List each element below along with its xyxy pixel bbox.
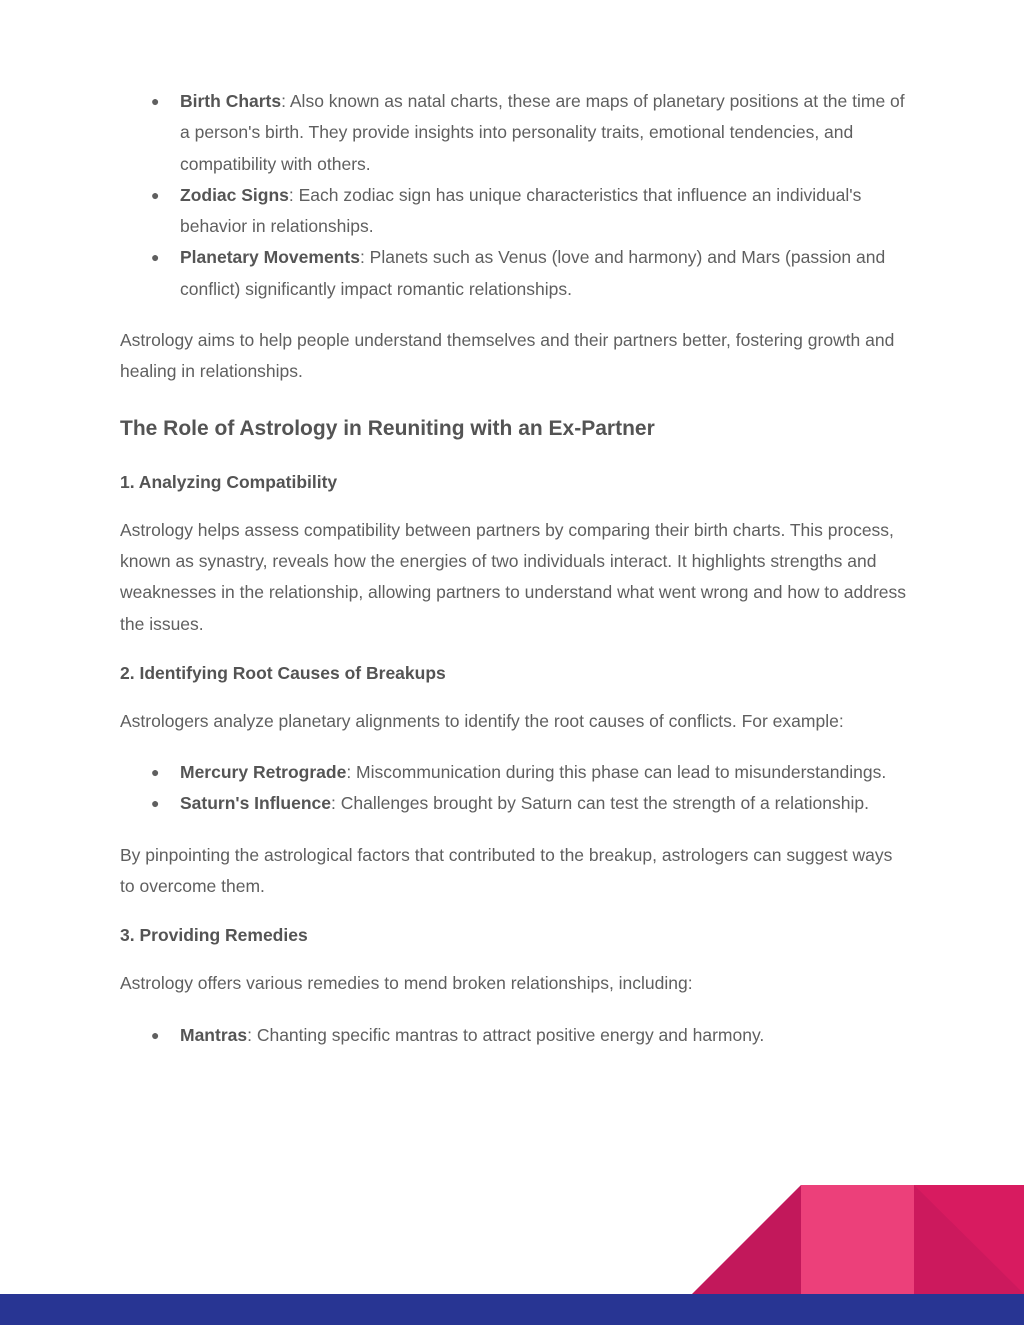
intro-bullet-list xyxy=(120,86,910,305)
root-causes-bullet-list xyxy=(120,757,910,820)
bullet-icon: ● xyxy=(151,186,160,203)
compatibility-paragraph: Astrology helps assess compatibility between partners by comparing their birth charts. This process, known as synastry, reveals how the energies of two individuals interact. It highlights strengths and weaknesses in the relationship, allowing partners to understand what went wrong and how to address the issues. xyxy=(120,519,907,634)
bullet-icon: ● xyxy=(151,764,160,781)
section-heading: The Role of Astrology in Reuniting with an Ex-Partner xyxy=(120,416,655,440)
bullet-icon: ● xyxy=(151,795,160,812)
list-item-term: Mantras xyxy=(180,1024,248,1045)
list-item xyxy=(120,757,910,788)
list-item-term: Zodiac Signs xyxy=(180,184,289,205)
list-item-text: : Miscommunication during this phase can lead to misunderstandings. xyxy=(346,762,887,783)
list-item-term: Planetary Movements xyxy=(180,247,360,268)
list-item-term: Mercury Retrograde xyxy=(180,762,347,783)
list-item xyxy=(120,242,910,305)
bullet-icon: ● xyxy=(151,1026,160,1043)
remedies-paragraph: Astrology offers various remedies to mend broken relationships, including: xyxy=(120,973,693,994)
list-item-text: : Challenges brought by Saturn can test the strength of a relationship. xyxy=(331,793,869,814)
list-item-text: : Planets such as Venus (love and harmony) and Mars (passion and conflict) significantly impact romantic relationships. xyxy=(180,247,886,299)
remedies-bullet-list xyxy=(120,1020,910,1051)
bullet-icon: ● xyxy=(151,249,160,266)
root-causes-closing-paragraph: By pinpointing the astrological factors that contributed to the breakup, astrologers can suggest ways to overcome them. xyxy=(120,844,893,897)
intro-paragraph: Astrology aims to help people understand themselves and their partners better, fostering growth and healing in relationships. xyxy=(120,330,895,382)
list-item-text: : Each zodiac sign has unique characteristics that influence an individual's behavior in relationships. xyxy=(180,184,862,237)
list-item xyxy=(120,86,910,180)
bullet-icon: ● xyxy=(151,93,160,109)
list-item-text: : Also known as natal charts, these are maps of planetary positions at the time of a person's birth. They provide insights into personality traits, emotional tendencies, and compatibility with others. xyxy=(180,91,905,174)
decor-block-pink xyxy=(801,1185,914,1294)
document-content xyxy=(120,86,910,1051)
subheading-remedies: 3. Providing Remedies xyxy=(120,925,308,946)
decor-triangle-dark xyxy=(692,1185,801,1294)
list-item xyxy=(120,788,910,819)
footer-bar xyxy=(0,1294,1024,1325)
subheading-compatibility: 1. Analyzing Compatibility xyxy=(120,471,338,492)
list-item xyxy=(120,1020,910,1051)
list-item-term: Birth Charts xyxy=(180,91,282,111)
page-footer-decoration xyxy=(0,1180,1024,1325)
list-item-term: Saturn's Influence xyxy=(180,793,331,814)
list-item-text: : Chanting specific mantras to attract positive energy and harmony. xyxy=(247,1024,765,1045)
root-causes-paragraph: Astrologers analyze planetary alignments to identify the root causes of conflicts. For example: xyxy=(120,710,844,731)
subheading-root-causes: 2. Identifying Root Causes of Breakups xyxy=(120,662,446,683)
list-item xyxy=(120,180,910,243)
